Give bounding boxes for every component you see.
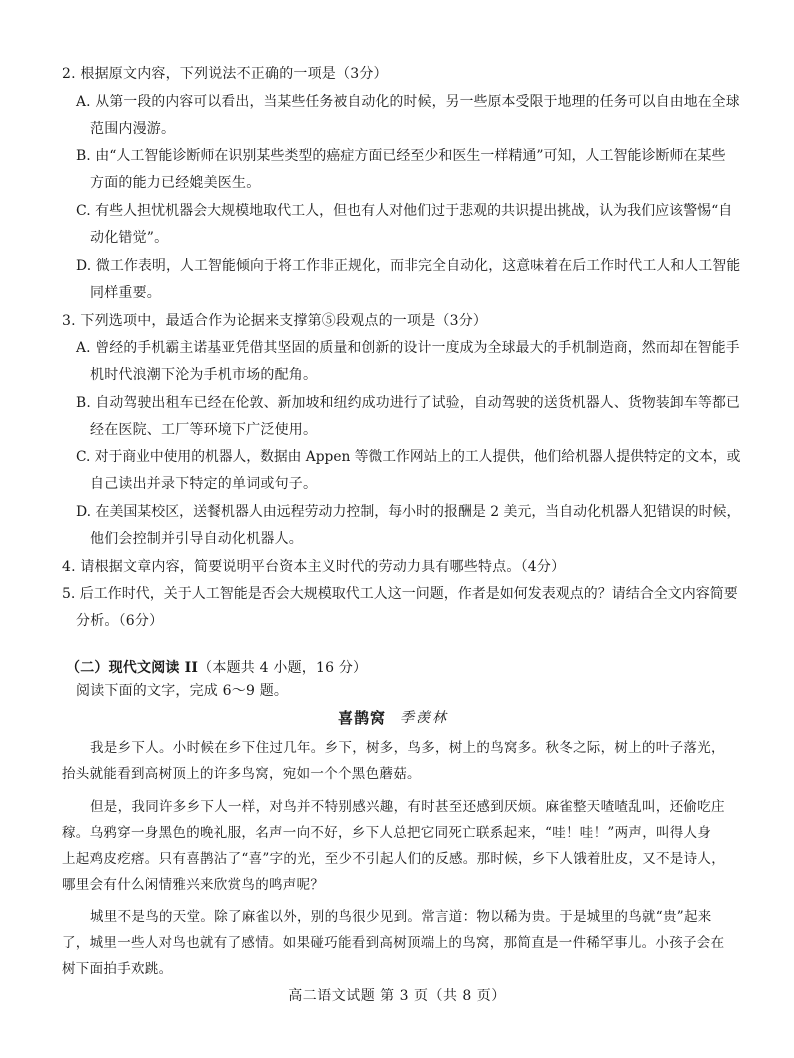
q2-stem: 2. 根据原文内容，下列说法不正确的一项是（3分）	[62, 66, 388, 82]
passage-p1-line1: 我是乡下人。小时候在乡下住过几年。乡下，树多，鸟多，树上的鸟窝多。秋冬之际，树上的叶子落光，	[90, 740, 725, 756]
q2-option-d-line2: 同样重要。	[90, 285, 161, 301]
passage-p1-line2: 抬头就能看到高树顶上的许多鸟窝，宛如一个个黑色蘑菇。	[62, 766, 421, 782]
q3-option-a-line1: A. 曾经的手机霸主诺基亚凭借其坚固的质量和创新的设计一度成为全球最大的手机制造商，然而却在智能手	[76, 340, 740, 356]
passage-p3-line2: 了，城里一些人对鸟也就有了感情。如果碰巧能看到高树顶端上的鸟窝，那简直是一件稀罕事儿。小孩子会在	[62, 935, 725, 951]
q3-stem: 3. 下列选项中，最适合作为论据来支撑第⑤段观点的一项是（3分）	[62, 313, 488, 329]
q2-option-c-line2: 动化错觉”。	[90, 230, 169, 246]
section-heading	[66, 658, 367, 678]
q2-option-b-line1: B. 由“人工智能诊断师在识别某些类型的癌症方面已经至少和医生一样精通”可知，人工智能诊断师在某些	[76, 148, 726, 164]
q3-option-c-line2: 自己读出并录下特定的单词或句子。	[90, 476, 318, 492]
passage-p2-line4: 哪里会有什么闲情雅兴来欣赏鸟的鸣声呢？	[62, 877, 325, 893]
q3-option-c-line1: C. 对于商业中使用的机器人，数据由 Appen 等微工作网站上的工人提供，他们给机器人提供特定的文本，或	[76, 449, 741, 465]
q3-option-d-line2: 他们会控制并引导自动化机器人。	[90, 531, 303, 547]
passage-title: 喜鹊窝	[338, 709, 387, 727]
passage-p2-line2: 稼。乌鸦穿一身黑色的晚礼服，名声一向不好，乡下人总把它同死亡联系起来，“哇！哇！”两声，叫得人身	[62, 825, 712, 841]
q2-option-d-line1: D. 微工作表明，人工智能倾向于将工作非正规化，而非完全自动化，这意味着在后工作时代工人和人工智能	[76, 258, 741, 274]
q3-option-a-line2: 机时代浪潮下沦为手机市场的配角。	[90, 367, 318, 383]
section-heading-note: （本题共 4 小题，16 分）	[198, 660, 368, 676]
q2-option-a-line1: A. 从第一段的内容可以看出，当某些任务被自动化的时候，另一些原本受限于地理的任务可以自由地在全球	[76, 94, 740, 110]
q2-option-a-line2: 范围内漫游。	[90, 121, 176, 137]
q5-stem-line1: 5. 后工作时代，关于人工智能是否会大规模取代工人这一问题，作者是如何发表观点的？请结合全文内容简要	[62, 586, 738, 602]
passage-p2-line1: 但是，我同许多乡下人一样，对鸟并不特别感兴趣，有时甚至还感到厌烦。麻雀整天喳喳乱叫，还偷吃庄	[90, 799, 725, 815]
passage-p3-line1: 城里不是鸟的天堂。除了麻雀以外，别的鸟很少见到。常言道：物以稀为贵。于是城里的鸟就“贵”起来	[90, 909, 712, 925]
page-footer: 高二语文试题 第 3 页（共 8 页）	[288, 988, 506, 1004]
passage-p2-line3: 上起鸡皮疙瘩。只有喜鹊沾了“喜”字的光，至少不引起人们的反感。那时候，乡下人饿着肚皮，又不是诗人，	[62, 851, 726, 867]
q4-stem: 4. 请根据文章内容，简要说明平台资本主义时代的劳动力具有哪些特点。（4分）	[62, 559, 566, 575]
section-instruction: 阅读下面的文字，完成 6～9 题。	[76, 683, 289, 699]
q2-option-b-line2: 方面的能力已经媲美医生。	[90, 175, 261, 191]
passage-p3-line3: 树下面拍手欢跳。	[62, 961, 173, 977]
passage-author: 季羡林	[400, 710, 448, 726]
q2-option-c-line1: C. 有些人担忧机器会大规模地取代工人，但也有人对他们过于悲观的共识提出挑战，认为我们应该警惕“自	[76, 203, 733, 219]
passage-title-row	[0, 707, 794, 729]
q3-option-b-line1: B. 自动驾驶出租车已经在伦敦、新加坡和纽约成功进行了试验，自动驾驶的送货机器人、货物装卸车等都已	[76, 395, 740, 411]
q5-stem-line2: 分析。（6分）	[76, 613, 164, 629]
q3-option-b-line2: 经在医院、工厂等环境下广泛使用。	[90, 422, 318, 438]
section-heading-label: （二）现代文阅读 II	[66, 660, 199, 676]
q3-option-d-line1: D. 在美国某校区，送餐机器人由远程劳动力控制，每小时的报酬是 2 美元，当自动化机器人犯错误的时候，	[76, 504, 741, 520]
